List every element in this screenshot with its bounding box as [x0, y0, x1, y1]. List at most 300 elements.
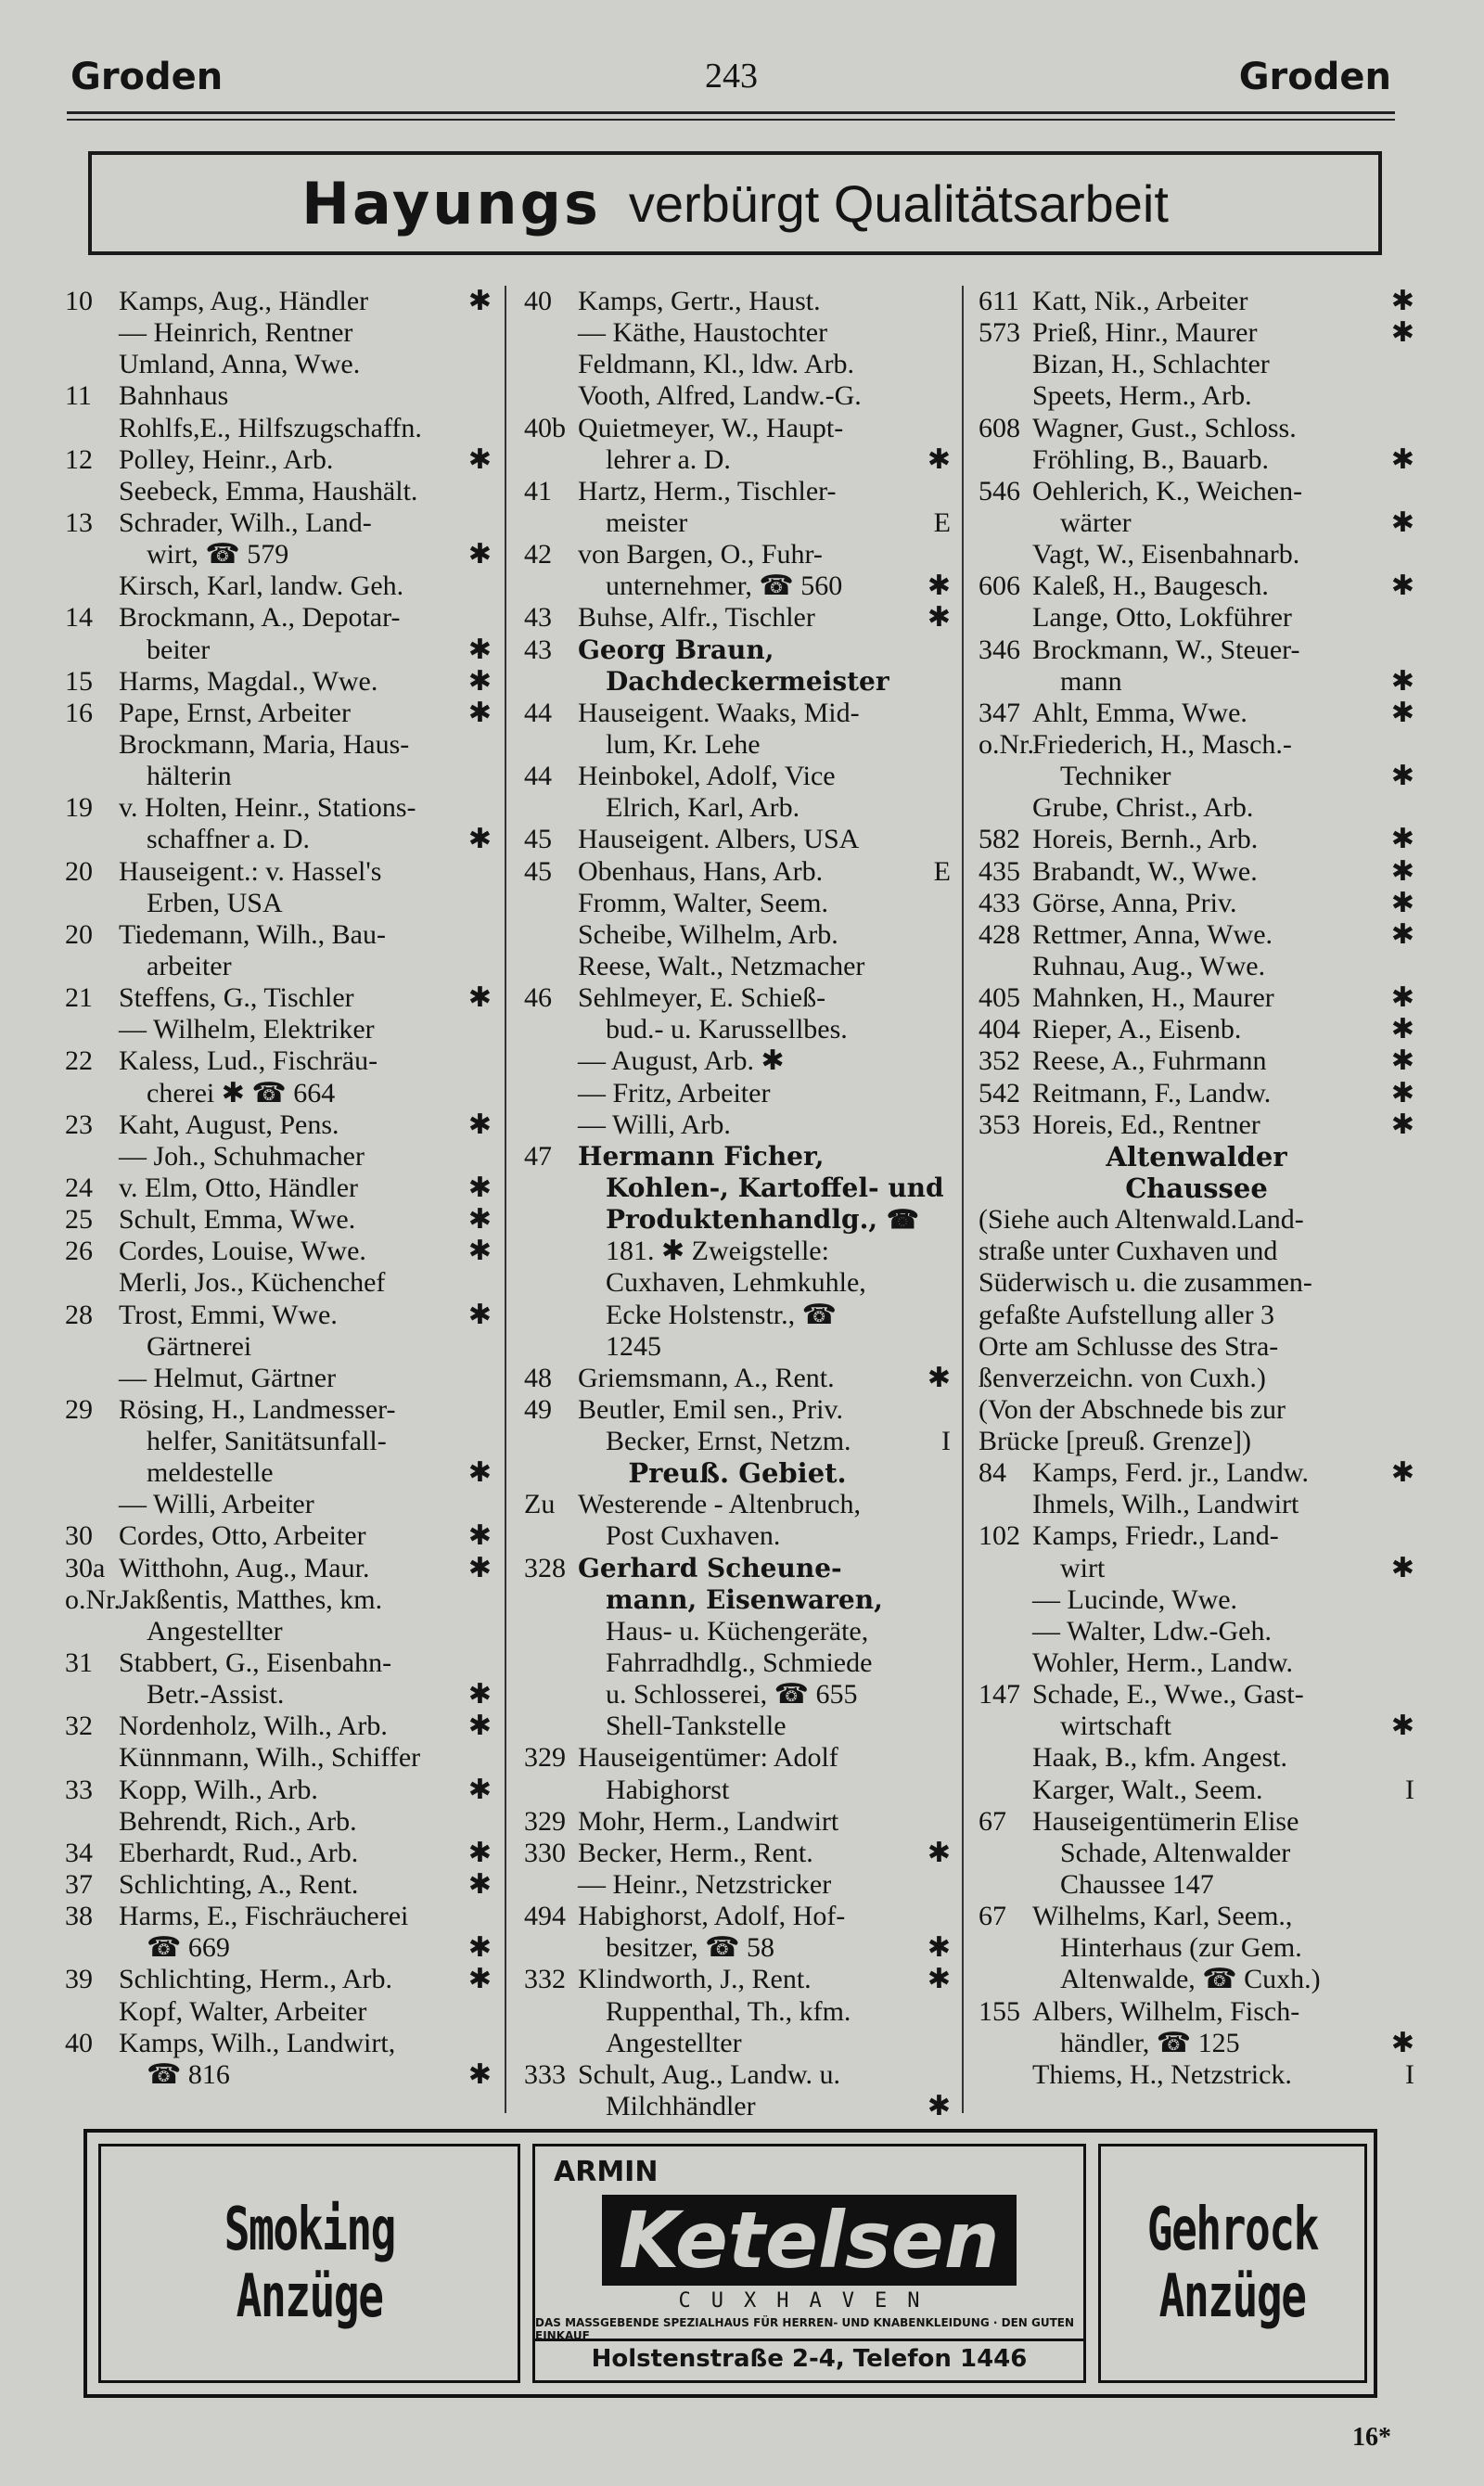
entry-text: Becker, Herm., Rent.	[578, 1837, 813, 1868]
directory-entry	[65, 1775, 492, 1806]
house-number: 329	[524, 1805, 566, 1837]
entry-text: Shell-Tankstelle	[606, 1711, 787, 1742]
entry-text: Habighorst	[606, 1774, 730, 1805]
directory-entry	[65, 2028, 492, 2059]
directory-entry	[979, 602, 1414, 634]
directory-entry	[979, 698, 1414, 729]
directory-entry	[979, 476, 1414, 507]
entry-text: — Helmut, Gärtner	[119, 1362, 337, 1393]
directory-entry	[524, 1869, 951, 1901]
house-number: 21	[65, 982, 93, 1014]
directory-entry	[979, 1300, 1414, 1331]
column-divider	[962, 286, 964, 2113]
directory-entry	[979, 919, 1414, 951]
entry-text: — Lucinde, Wwe.	[1032, 1583, 1238, 1615]
directory-entry	[979, 1520, 1414, 1552]
entry-mark: E	[933, 506, 951, 538]
directory-entry	[524, 1045, 951, 1077]
entry-text: Merli, Jos., Küchenchef	[119, 1267, 386, 1299]
directory-entry	[65, 1014, 492, 1045]
directory-entry	[65, 1394, 492, 1426]
entry-mark: ✱	[1390, 855, 1414, 887]
directory-entry	[979, 444, 1414, 476]
directory-entry	[524, 317, 951, 349]
house-number: 428	[979, 918, 1020, 950]
entry-text: — Willi, Arb.	[578, 1108, 731, 1140]
house-number: 20	[65, 855, 93, 887]
directory-entry	[979, 2059, 1414, 2091]
directory-entry	[65, 1679, 492, 1711]
directory-entry	[524, 1394, 951, 1426]
directory-entry	[524, 1616, 951, 1647]
entry-mark: ✱	[1390, 824, 1414, 855]
house-number: 435	[979, 855, 1020, 887]
entry-text: Rohlfs,E., Hilfszugschaffn.	[119, 412, 422, 443]
entry-mark: ✱	[467, 1932, 492, 1964]
directory-entry	[979, 1363, 1414, 1394]
entry-text: Hinterhaus (zur Gem.	[1060, 1932, 1302, 1964]
directory-entry	[65, 539, 492, 570]
entry-text: Reese, Walt., Netzmacher	[578, 950, 865, 981]
entry-text: — Joh., Schuhmacher	[119, 1140, 365, 1172]
house-number: 582	[979, 824, 1020, 855]
entry-text: Trost, Emmi, Wwe.	[119, 1299, 338, 1330]
directory-entry	[65, 570, 492, 602]
directory-entry	[979, 1806, 1414, 1838]
entry-mark: ✱	[927, 1932, 951, 1964]
entry-text: Quietmeyer, W., Haupt-	[578, 412, 844, 443]
entry-mark: ✱	[467, 1774, 492, 1805]
house-number: 26	[65, 1236, 93, 1267]
entry-text: bud.- u. Karussellbes.	[606, 1014, 848, 1045]
entry-text: Behrendt, Rich., Arb.	[119, 1805, 357, 1837]
directory-entry	[524, 1742, 951, 1774]
entry-mark: ✱	[467, 982, 492, 1014]
entry-text: Polley, Heinr., Arb.	[119, 443, 334, 475]
entry-text: Gärtnerei	[147, 1330, 252, 1362]
directory-entry	[979, 1236, 1414, 1267]
entry-mark: ✱	[467, 824, 492, 855]
house-number: 13	[65, 506, 93, 538]
directory-entry	[979, 1457, 1414, 1489]
directory-entry	[65, 1457, 492, 1489]
entry-text: — Käthe, Haustochter	[578, 317, 828, 349]
entry-mark: ✱	[1390, 1552, 1414, 1583]
house-number: 48	[524, 1362, 552, 1393]
entry-text: Horeis, Ed., Rentner	[1032, 1108, 1260, 1140]
directory-entry	[524, 286, 951, 317]
entry-text: (Von der Abschnede bis zur	[979, 1393, 1286, 1425]
entry-mark: ✱	[467, 634, 492, 665]
entry-mark: ✱	[1390, 1457, 1414, 1489]
entry-text: — Heinr., Netzstricker	[578, 1869, 832, 1901]
directory-entry	[979, 792, 1414, 824]
directory-entry	[524, 1173, 951, 1204]
directory-entry	[524, 1964, 951, 1995]
entry-text: Schlichting, A., Rent.	[119, 1869, 359, 1901]
directory-entry	[65, 1616, 492, 1647]
house-number: 84	[979, 1457, 1006, 1489]
entry-text: von Bargen, O., Fuhr-	[578, 539, 823, 570]
house-number: 67	[979, 1805, 1006, 1837]
entry-text: Ruhnau, Aug., Wwe.	[1032, 950, 1266, 981]
entry-mark: ✱	[1390, 570, 1414, 602]
house-number: 433	[979, 887, 1020, 918]
house-number: 14	[65, 602, 93, 634]
entry-text: — Wilhelm, Elektriker	[119, 1014, 375, 1045]
entry-mark: ✱	[1390, 665, 1414, 697]
directory-entry	[979, 1331, 1414, 1363]
entry-text: Eberhardt, Rud., Arb.	[119, 1837, 359, 1868]
entry-text: mann	[1060, 665, 1122, 697]
entry-text: v. Holten, Heinr., Stations-	[119, 792, 416, 824]
house-number: 29	[65, 1393, 93, 1425]
directory-entry	[524, 1489, 951, 1520]
house-number: 542	[979, 1077, 1020, 1108]
entry-text: wirtschaft	[1060, 1711, 1171, 1742]
entry-text: Schlichting, Herm., Arb.	[119, 1964, 392, 1995]
entry-mark: ✱	[1390, 506, 1414, 538]
directory-entry	[65, 951, 492, 982]
house-number: 39	[65, 1964, 93, 1995]
directory-entry	[524, 1267, 951, 1299]
entry-text: Klindworth, J., Rent.	[578, 1964, 812, 1995]
entry-text: Techniker	[1060, 761, 1171, 792]
entry-mark: ✱	[1390, 1711, 1414, 1742]
header-right-street: Groden	[1238, 56, 1391, 98]
directory-entry	[65, 1363, 492, 1394]
entry-mark: ✱	[1390, 317, 1414, 349]
entry-text: Hauseigentümerin Elise	[1032, 1805, 1299, 1837]
directory-entry	[979, 1267, 1414, 1299]
directory-entry	[524, 1996, 951, 2028]
entry-mark: ✱	[467, 2058, 492, 2090]
column-1	[65, 286, 492, 2113]
entry-text: Schrader, Wilh., Land-	[119, 506, 372, 538]
directory-entry	[524, 1300, 951, 1331]
entry-text: gefaßte Aufstellung aller 3	[979, 1299, 1275, 1330]
entry-text: — Fritz, Arbeiter	[578, 1077, 771, 1108]
entry-mark: ✱	[927, 570, 951, 602]
directory-entry	[524, 698, 951, 729]
entry-mark: ✱	[467, 1837, 492, 1868]
directory-entry	[979, 1489, 1414, 1520]
house-number: 67	[979, 1901, 1006, 1932]
house-number: Zu	[524, 1489, 556, 1520]
entry-text: Haak, B., kfm. Angest.	[1032, 1742, 1287, 1774]
entry-text: Angestellter	[147, 1615, 283, 1647]
entry-text: Cuxhaven, Lehmkuhle,	[606, 1267, 866, 1299]
entry-text: Bahnhaus	[119, 380, 229, 412]
entry-text: Fromm, Walter, Seem.	[578, 887, 828, 918]
house-number: 41	[524, 475, 552, 506]
house-number: 24	[65, 1172, 93, 1203]
entry-text: Mahnken, H., Maurer	[1032, 982, 1274, 1014]
entry-text: Rettmer, Anna, Wwe.	[1032, 918, 1273, 950]
section-heading: Chaussee	[1125, 1172, 1268, 1204]
directory-entry	[65, 602, 492, 634]
entry-mark: I	[1405, 2058, 1414, 2090]
directory-entry	[65, 1331, 492, 1363]
directory-entry	[524, 1331, 951, 1363]
directory-entry	[65, 698, 492, 729]
directory-entry	[524, 413, 951, 444]
directory-entry	[65, 1584, 492, 1616]
entry-text: Kamps, Ferd. jr., Landw.	[1032, 1457, 1310, 1489]
directory-entry	[979, 1109, 1414, 1141]
directory-entry	[524, 761, 951, 792]
directory-entry	[65, 1489, 492, 1520]
directory-entry	[979, 1775, 1414, 1806]
directory-entry	[524, 919, 951, 951]
directory-entry	[524, 380, 951, 412]
directory-entry	[979, 413, 1414, 444]
directory-entry	[979, 1742, 1414, 1774]
house-number: 329	[524, 1742, 566, 1774]
entry-text: Fröhling, B., Bauarb.	[1032, 443, 1269, 475]
entry-text: Erben, USA	[147, 887, 283, 918]
entry-text: Albers, Wilhelm, Fisch-	[1032, 1995, 1300, 2027]
directory-entry	[979, 1838, 1414, 1869]
entry-mark: ✱	[467, 665, 492, 697]
directory-entry	[65, 1204, 492, 1236]
directory-entry	[524, 1204, 951, 1236]
ad-right-line-2: Anzüge	[1159, 2262, 1306, 2331]
directory-entry	[524, 1553, 951, 1584]
directory-entry	[979, 1553, 1414, 1584]
directory-entry	[65, 349, 492, 380]
entry-text: v. Elm, Otto, Händler	[119, 1172, 359, 1203]
directory-entry	[979, 1204, 1414, 1236]
bottom-advertisement	[83, 2129, 1377, 2398]
entry-text: lehrer a. D.	[606, 443, 731, 475]
entry-text: beiter	[147, 634, 211, 665]
directory-entry	[524, 634, 951, 666]
directory-entry	[524, 1236, 951, 1267]
entry-mark: ✱	[1390, 1077, 1414, 1108]
entry-text: Kamps, Gertr., Haust.	[578, 286, 821, 316]
directory-entry	[524, 1109, 951, 1141]
directory-entry	[65, 286, 492, 317]
entry-mark: ✱	[467, 1172, 492, 1203]
signature-mark: 16*	[1352, 2423, 1391, 2452]
directory-entry	[65, 413, 492, 444]
entry-text: Kohlen-, Kartoffel- und	[606, 1172, 944, 1203]
entry-text: Sehlmeyer, E. Schieß-	[578, 982, 826, 1014]
entry-mark: ✱	[467, 1520, 492, 1552]
entry-text: Wohler, Herm., Landw.	[1032, 1647, 1294, 1679]
directory-entry	[979, 1394, 1414, 1426]
entry-mark: ✱	[1390, 1014, 1414, 1045]
entry-text: Beutler, Emil sen., Priv.	[578, 1393, 843, 1425]
directory-entry	[524, 1711, 951, 1742]
entry-text: Schade, Altenwalder	[1060, 1837, 1291, 1868]
directory-entry	[979, 1045, 1414, 1077]
directory-entry	[979, 1426, 1414, 1457]
directory-entry	[65, 2059, 492, 2091]
section-heading: Altenwalder	[1106, 1140, 1287, 1173]
directory-entry	[979, 570, 1414, 602]
entry-text: Obenhaus, Hans, Arb.	[578, 855, 824, 887]
house-number: 546	[979, 475, 1020, 506]
entry-mark: ✱	[927, 443, 951, 475]
directory-entry	[65, 476, 492, 507]
directory-entry	[979, 761, 1414, 792]
entry-text: Becker, Ernst, Netzm.	[606, 1426, 851, 1457]
entry-text: meldestelle	[147, 1457, 274, 1489]
directory-entry	[979, 1964, 1414, 1995]
entry-text: Grube, Christ., Arb.	[1032, 792, 1254, 824]
directory-entry	[979, 2028, 1414, 2059]
directory-entry	[524, 824, 951, 855]
entry-text: wirt, ☎ 579	[147, 539, 289, 570]
house-number: 155	[979, 1995, 1020, 2027]
house-number: 608	[979, 412, 1020, 443]
house-number: 32	[65, 1711, 93, 1742]
entry-text: Nordenholz, Wilh., Arb.	[119, 1711, 388, 1742]
entry-text: Habighorst, Adolf, Hof-	[578, 1901, 846, 1932]
directory-entry	[524, 1775, 951, 1806]
entry-text: Lange, Otto, Lokführer	[1032, 602, 1292, 634]
entry-text: Cordes, Louise, Wwe.	[119, 1236, 366, 1267]
house-number: 43	[524, 602, 552, 634]
house-number: o.Nr.	[979, 728, 1034, 760]
directory-entry	[524, 1078, 951, 1109]
entry-mark: ✱	[467, 1552, 492, 1583]
entry-mark: I	[941, 1426, 951, 1457]
running-header	[0, 48, 1484, 104]
directory-entry	[979, 982, 1414, 1014]
entry-mark: ✱	[467, 539, 492, 570]
house-number: 31	[65, 1647, 93, 1679]
entry-text: Elrich, Karl, Arb.	[606, 792, 800, 824]
entry-text: Kaht, August, Pens.	[119, 1108, 339, 1140]
entry-mark: ✱	[467, 1964, 492, 1995]
entry-mark: ✱	[467, 1457, 492, 1489]
entry-text: (Siehe auch Altenwald.Land-	[979, 1204, 1304, 1236]
directory-entry	[65, 507, 492, 539]
page-number: 243	[705, 57, 758, 96]
directory-entry	[979, 729, 1414, 761]
house-number: 611	[979, 286, 1019, 316]
house-number: 347	[979, 697, 1020, 728]
house-number: 34	[65, 1837, 93, 1868]
entry-text: Vooth, Alfred, Landw.-G.	[578, 380, 862, 412]
house-number: 328	[524, 1552, 566, 1583]
entry-mark: ✱	[1390, 1108, 1414, 1140]
directory-entry	[65, 1996, 492, 2028]
directory-entry	[65, 1078, 492, 1109]
entry-text: Produktenhandlg., ☎	[606, 1204, 919, 1236]
directory-entry	[524, 570, 951, 602]
house-number: 352	[979, 1045, 1020, 1077]
directory-entry	[979, 634, 1414, 666]
entry-text: Katt, Nik., Arbeiter	[1032, 286, 1248, 316]
entry-mark: ✱	[1390, 2027, 1414, 2058]
entry-text: hälterin	[147, 761, 232, 792]
entry-mark: ✱	[467, 697, 492, 728]
directory-entry	[524, 1426, 951, 1457]
house-number: 333	[524, 2058, 566, 2090]
entry-text: Hauseigent. Waaks, Mid-	[578, 697, 860, 728]
directory-entry	[979, 1679, 1414, 1711]
house-number: 15	[65, 665, 93, 697]
directory-entry	[979, 539, 1414, 570]
entry-text: 181. ✱ Zweigstelle:	[606, 1236, 829, 1267]
entry-text: Harms, Magdal., Wwe.	[119, 665, 378, 697]
entry-text: Kamps, Wilh., Landwirt,	[119, 2027, 396, 2058]
entry-mark: ✱	[1390, 443, 1414, 475]
entry-text: ßenverzeichn. von Cuxh.)	[979, 1362, 1266, 1393]
directory-entry	[524, 602, 951, 634]
entry-mark: ✱	[1390, 982, 1414, 1014]
directory-entry	[979, 1014, 1414, 1045]
directory-entry	[524, 349, 951, 380]
ad-armin: ARMIN	[554, 2156, 659, 2188]
entry-text: Stabbert, G., Eisenbahn-	[119, 1647, 392, 1679]
entry-text: besitzer, ☎ 58	[606, 1932, 774, 1964]
directory-entry	[65, 1173, 492, 1204]
entry-text: Orte am Schlusse des Stra-	[979, 1330, 1279, 1362]
column-2	[524, 286, 951, 2122]
house-number: 102	[979, 1520, 1020, 1552]
directory-entry	[979, 951, 1414, 982]
directory-entry	[65, 634, 492, 666]
entry-mark: ✱	[1390, 697, 1414, 728]
directory-entry	[524, 1932, 951, 1964]
entry-text: Dachdeckermeister	[606, 665, 889, 697]
house-number: 494	[524, 1901, 566, 1932]
directory-entry	[65, 1045, 492, 1077]
directory-entry	[65, 1553, 492, 1584]
directory-entry	[979, 349, 1414, 380]
ad-left-panel	[98, 2144, 520, 2383]
entry-text: Kamps, Aug., Händler	[119, 286, 369, 316]
directory-entry	[65, 1742, 492, 1774]
entry-text: Schade, E., Wwe., Gast-	[1032, 1679, 1304, 1711]
directory-entry	[65, 1932, 492, 1964]
directory-entry	[65, 380, 492, 412]
entry-text: cherei ✱ ☎ 664	[147, 1077, 336, 1108]
entry-text: straße unter Cuxhaven und	[979, 1236, 1278, 1267]
entry-text: Reitmann, F., Landw.	[1032, 1077, 1272, 1108]
entry-text: lum, Kr. Lehe	[606, 728, 761, 760]
directory-entry	[65, 666, 492, 698]
entry-text: Schult, Aug., Landw. u.	[578, 2058, 841, 2090]
entry-text: Horeis, Bernh., Arb.	[1032, 824, 1259, 855]
directory-entry	[524, 1457, 951, 1489]
entry-mark: ✱	[927, 1964, 951, 1995]
directory-entry	[65, 1141, 492, 1173]
entry-text: Thiems, H., Netzstrick.	[1032, 2058, 1292, 2090]
house-number: 42	[524, 539, 552, 570]
entry-text: Hermann Ficher,	[578, 1140, 825, 1172]
entry-mark: ✱	[467, 286, 492, 316]
house-number: 16	[65, 697, 93, 728]
directory-entry	[524, 666, 951, 698]
ad-logo: Ketelsen	[602, 2195, 1016, 2286]
entry-text: Kamps, Friedr., Land-	[1032, 1520, 1279, 1552]
directory-entry	[65, 856, 492, 888]
entry-text: Bizan, H., Schlachter	[1032, 349, 1270, 380]
directory-entry	[979, 1173, 1414, 1204]
entry-mark: ✱	[927, 1362, 951, 1393]
house-number: 25	[65, 1204, 93, 1236]
entry-mark: ✱	[927, 602, 951, 634]
directory-entry	[65, 1869, 492, 1901]
house-number: 45	[524, 824, 552, 855]
house-number: 37	[65, 1869, 93, 1901]
